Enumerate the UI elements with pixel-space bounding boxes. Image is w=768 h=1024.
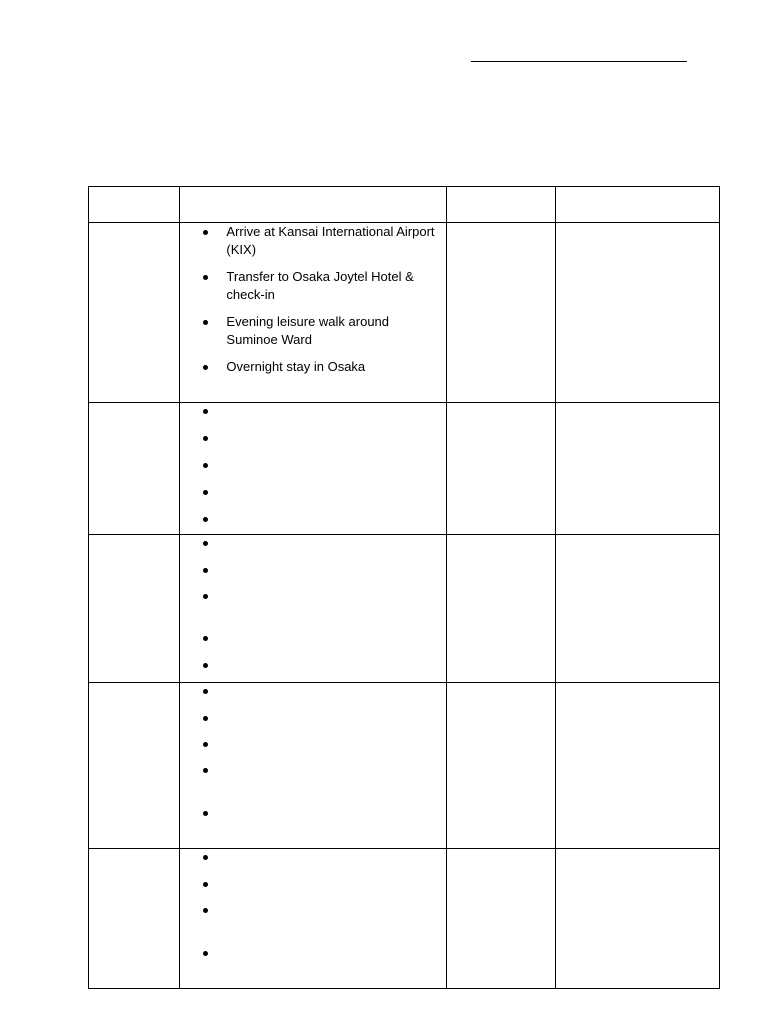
day-cell [89,535,180,683]
itinerary-table [88,186,720,989]
activity-list [180,535,445,679]
list-item [180,805,445,827]
list-item [180,403,445,430]
list-item [180,430,445,457]
day-cell [89,683,180,849]
list-item [180,736,445,762]
header-cell-activities [180,187,446,223]
list-item [180,945,445,967]
list-item [180,562,445,588]
list-item [180,902,445,945]
list-item [180,511,445,533]
table-cell [446,403,556,535]
list-item [180,484,445,511]
table-row [89,683,720,849]
table-row [89,849,720,989]
list-item [180,630,445,657]
list-item [180,457,445,484]
list-item [180,683,445,710]
table-cell [446,683,556,849]
activities-cell [180,403,446,535]
table-cell [556,683,720,849]
day-cell [89,223,180,403]
list-item [180,710,445,736]
table-cell [556,849,720,989]
activities-cell [180,683,446,849]
table-row [89,535,720,683]
list-item [180,657,445,679]
table-row [89,403,720,535]
header-cell-3 [446,187,556,223]
table-cell [556,223,720,403]
activities-cell [180,223,446,403]
name-underline [471,61,687,62]
activity-list [180,403,445,533]
table-cell [446,849,556,989]
list-item: Overnight stay in Osaka [180,358,445,376]
activity-list [180,223,445,376]
list-item: Transfer to Osaka Joytel Hotel & check-in [180,268,445,304]
activities-cell [180,535,446,683]
day-cell [89,849,180,989]
table-row [89,223,720,403]
header-cell-day [89,187,180,223]
list-item [180,849,445,876]
activity-list [180,683,445,827]
activities-cell [180,849,446,989]
table-cell [446,535,556,683]
table-header-row [89,187,720,223]
table-cell [446,223,556,403]
list-item [180,876,445,902]
table-cell [556,535,720,683]
list-item [180,588,445,630]
list-item [180,762,445,805]
header-cell-4 [556,187,720,223]
day-cell [89,403,180,535]
list-item: Arrive at Kansai International Airport (KIX) [180,223,445,259]
activity-list [180,849,445,967]
table-cell [556,403,720,535]
list-item [180,535,445,562]
list-item: Evening leisure walk around Suminoe Ward [180,313,445,349]
